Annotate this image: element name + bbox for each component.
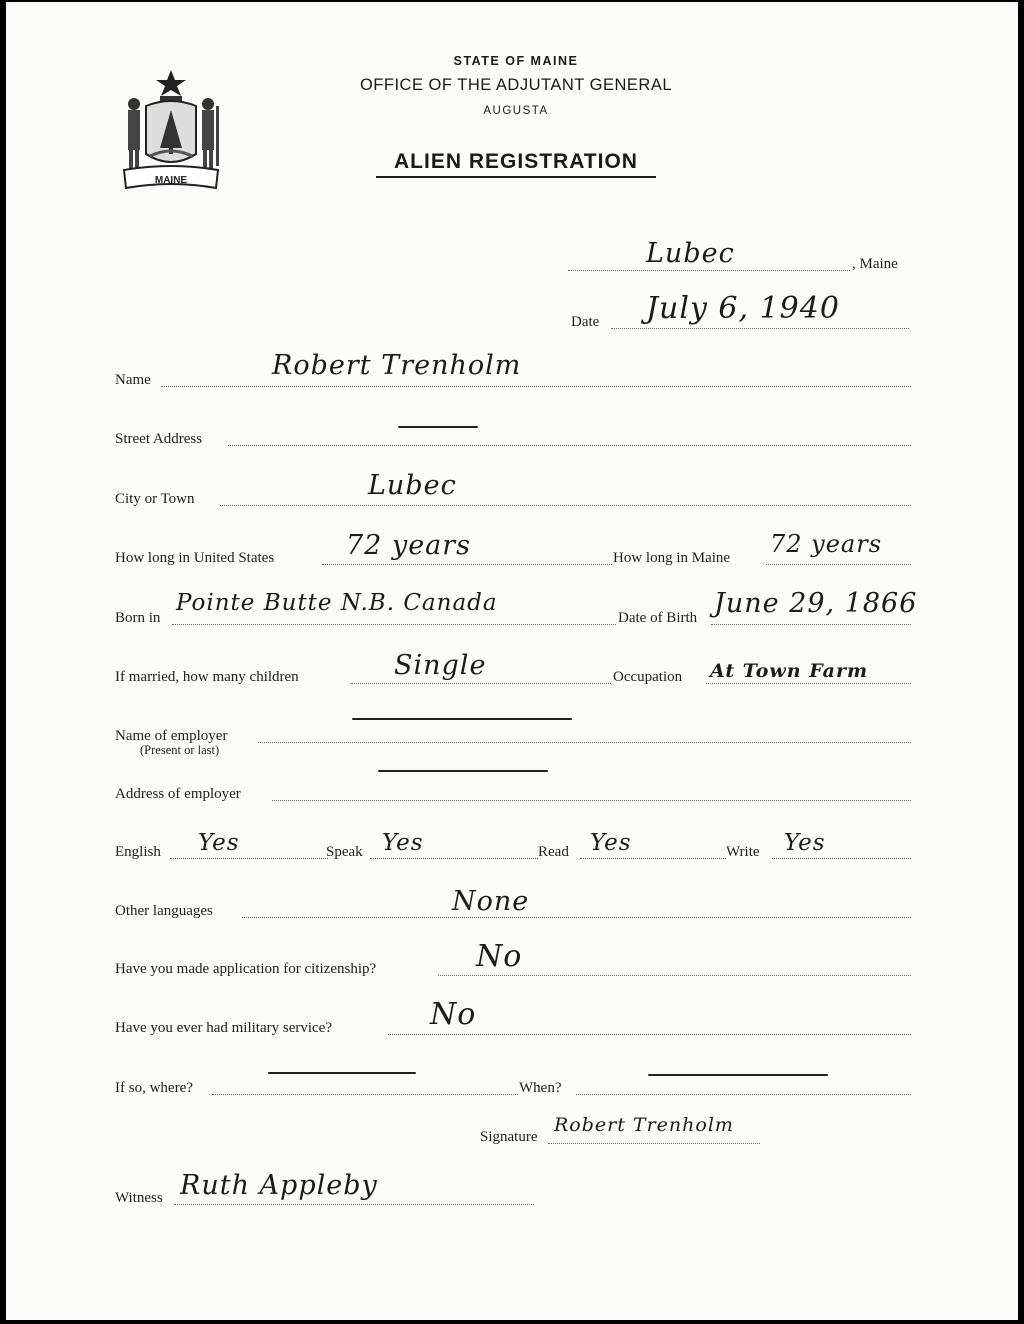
children-value: Single bbox=[394, 650, 487, 681]
other-languages-label: Other languages bbox=[115, 903, 213, 919]
place-suffix: , Maine bbox=[852, 256, 898, 272]
children-line bbox=[351, 683, 611, 684]
military-line bbox=[388, 1034, 911, 1035]
maine-state-seal-icon bbox=[116, 66, 226, 192]
employer-line bbox=[258, 742, 911, 743]
where-label: If so, where? bbox=[115, 1080, 193, 1096]
born-in-line bbox=[172, 624, 616, 625]
office-heading: OFFICE OF THE ADJUTANT GENERAL bbox=[359, 76, 673, 94]
speak-value: Yes bbox=[382, 830, 424, 856]
city-label: City or Town bbox=[115, 491, 195, 507]
read-value: Yes bbox=[590, 830, 632, 856]
write-label: Write bbox=[726, 844, 760, 860]
occupation-label: Occupation bbox=[613, 669, 683, 685]
citizenship-line bbox=[438, 975, 911, 976]
employer-address-blank-mark bbox=[378, 770, 548, 772]
citizenship-label: Have you made application for citizenship? bbox=[115, 961, 377, 977]
witness-label: Witness bbox=[115, 1190, 163, 1206]
employer-sub-label: (Present or last) bbox=[140, 743, 220, 757]
where-blank-mark bbox=[268, 1072, 416, 1074]
name-label: Name bbox=[115, 372, 151, 388]
other-languages-value: None bbox=[452, 886, 530, 917]
employer-address-line bbox=[272, 800, 911, 801]
date-value: July 6, 1940 bbox=[646, 291, 840, 326]
military-label: Have you ever had military service? bbox=[115, 1020, 332, 1036]
when-blank-mark bbox=[648, 1074, 828, 1076]
when-line bbox=[576, 1094, 911, 1095]
citizenship-value: No bbox=[476, 939, 523, 974]
write-line bbox=[772, 858, 911, 859]
how-long-us-value: 72 years bbox=[346, 530, 472, 561]
witness-value: Ruth Appleby bbox=[180, 1170, 378, 1201]
date-line bbox=[611, 328, 909, 329]
place-line bbox=[568, 270, 850, 271]
how-long-maine-label: How long in Maine bbox=[613, 550, 731, 566]
name-value: Robert Trenholm bbox=[272, 350, 522, 381]
date-label: Date bbox=[571, 314, 600, 330]
read-label: Read bbox=[538, 844, 569, 860]
city-value: Lubec bbox=[368, 470, 457, 501]
city-heading: AUGUSTA bbox=[483, 105, 549, 117]
signature-value: Robert Trenholm bbox=[554, 1114, 734, 1136]
name-line bbox=[161, 386, 911, 387]
seal-text: MAINE bbox=[154, 175, 188, 186]
where-line bbox=[212, 1094, 518, 1095]
dob-value: June 29, 1866 bbox=[714, 588, 918, 619]
children-label: If married, how many children bbox=[115, 669, 299, 685]
form-page bbox=[6, 2, 1018, 1320]
signature-line bbox=[548, 1143, 760, 1144]
speak-line bbox=[370, 858, 538, 859]
born-in-label: Born in bbox=[115, 610, 161, 626]
street-label: Street Address bbox=[115, 431, 203, 447]
english-line bbox=[170, 858, 328, 859]
military-value: No bbox=[430, 997, 477, 1032]
how-long-maine-line bbox=[766, 564, 911, 565]
english-value: Yes bbox=[198, 830, 240, 856]
state-heading: STATE OF MAINE bbox=[453, 54, 579, 68]
how-long-us-line bbox=[322, 564, 612, 565]
street-line bbox=[228, 445, 911, 446]
read-line bbox=[580, 858, 726, 859]
how-long-maine-value: 72 years bbox=[770, 530, 883, 558]
how-long-us-label: How long in United States bbox=[115, 550, 275, 566]
signature-label: Signature bbox=[480, 1129, 538, 1145]
occupation-line bbox=[706, 683, 911, 684]
dob-line bbox=[711, 624, 911, 625]
employer-label: Name of employer bbox=[115, 728, 228, 744]
occupation-value: At Town Farm bbox=[710, 660, 869, 682]
place-value: Lubec bbox=[646, 238, 735, 269]
dob-label: Date of Birth bbox=[618, 610, 698, 626]
form-title: ALIEN REGISTRATION bbox=[376, 150, 656, 178]
english-label: English bbox=[115, 844, 161, 860]
speak-label: Speak bbox=[326, 844, 363, 860]
write-value: Yes bbox=[784, 830, 826, 856]
employer-address-label: Address of employer bbox=[115, 786, 241, 802]
when-label: When? bbox=[519, 1080, 562, 1096]
street-blank-mark bbox=[398, 426, 478, 428]
other-languages-line bbox=[242, 917, 911, 918]
witness-line bbox=[174, 1204, 534, 1205]
born-in-value: Pointe Butte N.B. Canada bbox=[176, 590, 498, 616]
city-line bbox=[220, 505, 911, 506]
employer-blank-mark bbox=[352, 718, 572, 720]
